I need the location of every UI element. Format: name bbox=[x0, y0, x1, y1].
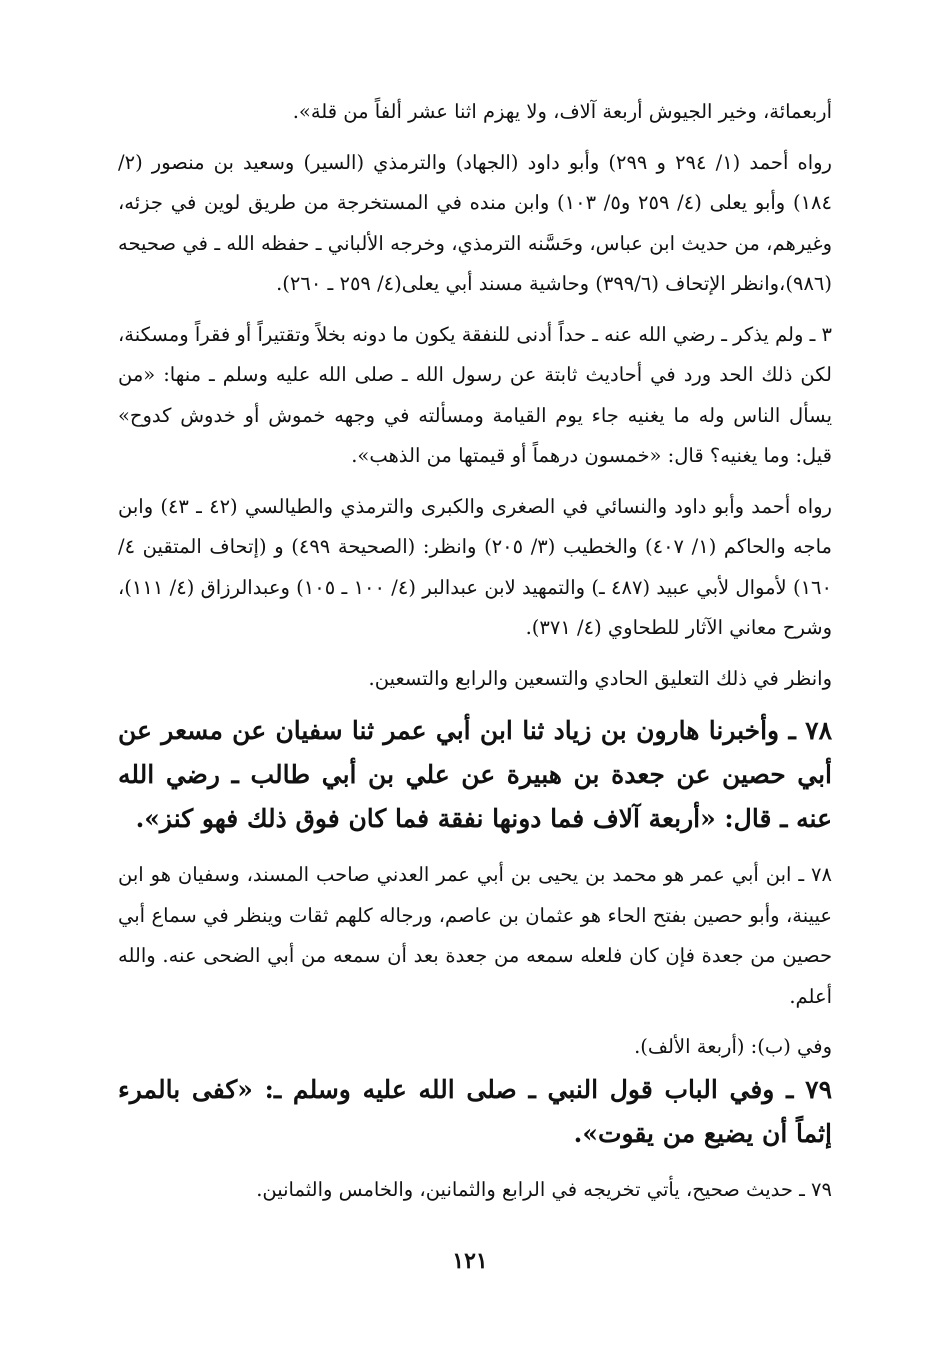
manuscript-variant: وفي (ب): (أربعة الألف). bbox=[634, 1035, 832, 1058]
footnote-citation: رواه أحمد وأبو داود والنسائي في الصغرى والكبرى والترمذي والطيالسي (٤٢ ـ ٤٣) وابن ماجه والحاكم (١/ ٤٠٧) والخطيب (٣/ ٢٠٥) وانظر: (الصحيحة ٤٩٩) و (إتحاف المتقين ٤/ ١٦٠) لأموال لأبي عبيد (٤٨٧ ـ) والتمهيد لابن عبدالبر (٤/ ١٠٠ ـ ١٠٥) وعبدالرزاق (٤/ ١١١)، وشرح معاني الآثار للطحاوي (٤/ ٣٧١). bbox=[118, 494, 832, 639]
footnote-citation: رواه أحمد (١/ ٢٩٤ و ٢٩٩) وأبو داود (الجهاد) والترمذي (السير) وسعيد بن منصور (٢/ ١٨٤) وأبو يعلى (٤/ ٢٥٩ و٥/ ١٠٣) وابن منده في المستخرجة من طريق لوين في جزئه، وغيرهم، من حديث ابن عباس، وحَسَّنه الترمذي، وخرجه الألباني ـ حفظه الله ـ في صحيحه (٩٨٦)،وانظر الإتحاف (٣٩٩/٦) وحاشية مسند أبي يعلى(٤/ ٢٥٩ ـ ٢٦٠). bbox=[118, 150, 832, 295]
footnote-continuation: أربعمائة، وخير الجيوش أربعة آلاف، ولا يهزم اثنا عشر ألفاً من قلة». bbox=[292, 100, 832, 123]
hadith-78: ٧٨ ـ وأخبرنا هارون بن زياد ثنا ابن أبي عمر ثنا سفيان عن مسعر عن أبي حصين عن جعدة بن هبيرة عن علي بن أبي طالب ـ رضي الله عنه ـ قال: «أربعة آلاف فما دونها نفقة فما كان فوق ذلك فهو كنز». bbox=[118, 716, 832, 833]
footnote-reference: وانظر في ذلك التعليق الحادي والتسعين والرابع والتسعين. bbox=[368, 666, 832, 690]
book-page bbox=[118, 92, 832, 1210]
hadith-79: ٧٩ ـ وفي الباب قول النبي ـ صلى الله عليه وسلم ـ: «كفى بالمرء إثماً أن يضيع من يقوت». bbox=[118, 1074, 832, 1148]
footnote-point-3: ٣ ـ ولم يذكر ـ رضي الله عنه ـ حداً أدنى للنفقة يكون ما دونه بخلاً وتقتيراً أو فقراً ومسكنة، لكن ذلك الحد ورد في أحاديث ثابتة عن رسول الله ـ صلى الله عليه وسلم ـ منها: «من يسأل الناس وله ما يغنيه جاء يوم القيامة ومسألته في وجهه خموش أو خدوش كدوح» قيل: وما يغنيه؟ قال: «خمسون درهماً أو قيمتها من الذهب». bbox=[118, 322, 832, 467]
commentary-78: ٧٨ ـ ابن أبي عمر هو محمد بن يحيى بن أبي عمر العدني صاحب المسند، وسفيان هو ابن عيينة، وأبو حصين بفتح الحاء هو عثمان بن عاصم، ورجاله كلهم ثقات وينظر في سماع أبي حصين من جعدة فإن كان فلعله سمعه من جعدة بعد أن سمعه من أبي الضحى عنه. والله أعلم. bbox=[118, 863, 832, 1008]
commentary-79: ٧٩ ـ حديث صحيح، يأتي تخريجه في الرابع والثمانين، والخامس والثمانين. bbox=[256, 1177, 832, 1201]
page-number: ١٢١ bbox=[452, 1248, 488, 1274]
